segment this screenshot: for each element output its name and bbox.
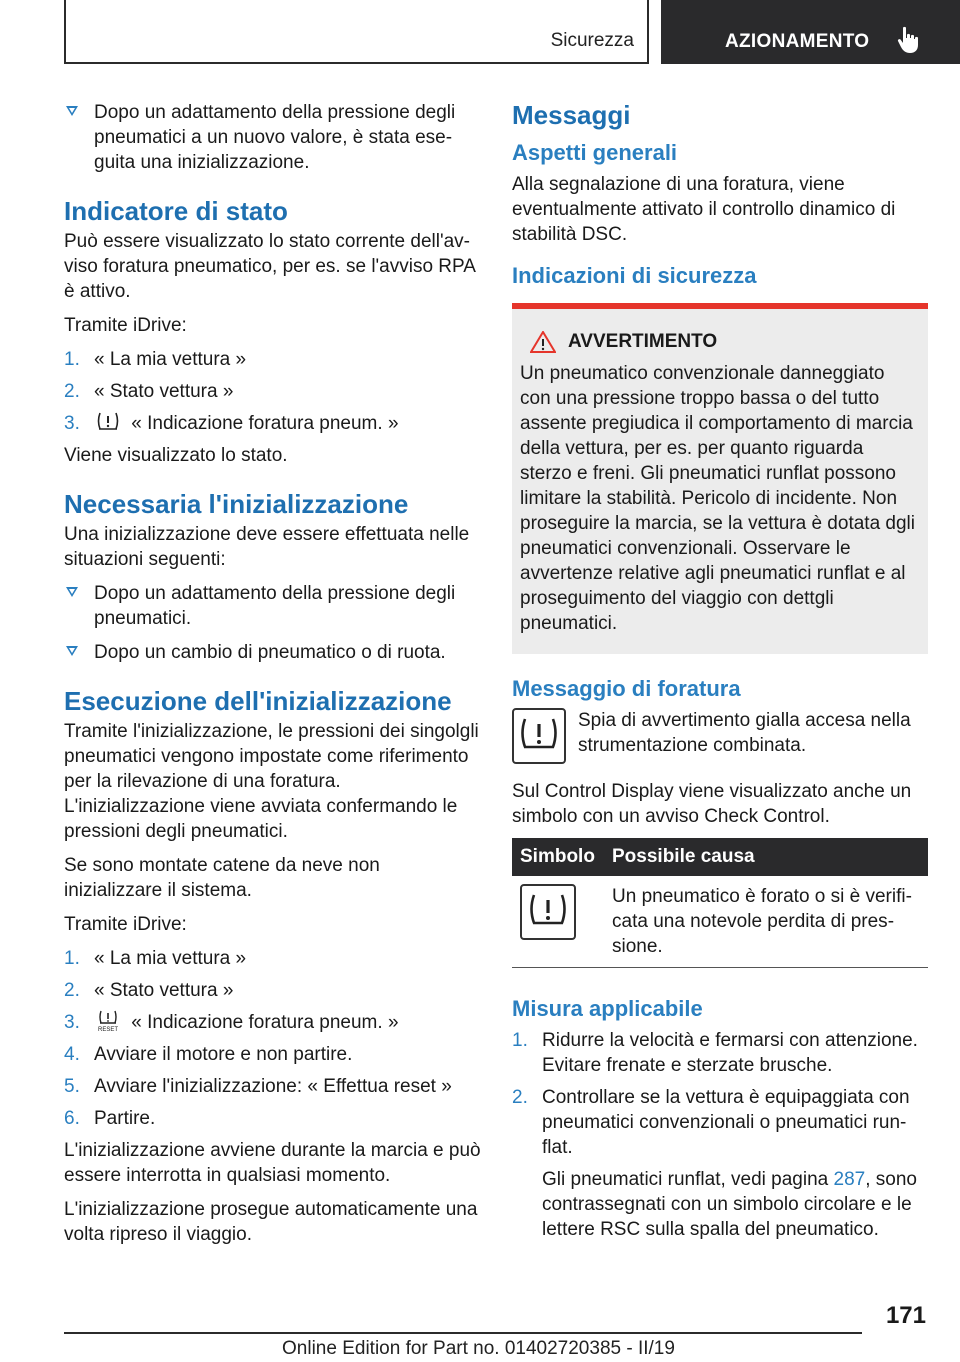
status-step: 2. « Stato vettura » [64, 381, 234, 402]
warning-title: AVVERTIMENTO [520, 331, 920, 353]
table-cause-cell: Un pneumatico è forato o si è verificata una notevole perdita di pressione. [604, 876, 928, 968]
footer-edition: Online Edition for Part no. 01402720385 - II/19 [282, 1338, 675, 1359]
intro-bullet: Dopo un adattamento della pressione degli pneumatici a un nuovo valore, è stata eseguita una inizializzazione. [64, 100, 482, 175]
status-step: 1. « La mia vettura » [64, 349, 247, 370]
needed-heading: Necessaria l'inizializzazione [64, 489, 409, 519]
exec-step: 3. RESET « Indicazione foratura pneum. » [64, 1012, 399, 1033]
symbol-table [512, 838, 928, 968]
header-chapter: AZIONAMENTO [725, 31, 870, 52]
exec-step: 5. Avviare l'inizializzazione: « Effettua reset » [64, 1076, 452, 1097]
page-number: 171 [885, 1302, 926, 1329]
table-symbol-cell [512, 876, 604, 968]
exec-step: 2. « Stato vettura » [64, 980, 234, 1001]
tire-warning-icon [96, 411, 120, 433]
exec-text1: Tramite l'inizializzazione, le pressioni dei singolgli pneumatici vengono impostate come riferimento per la rilevazione di una foratura. L'inizializzazione viene avviata confermando le pressioni degli pneumatici. [64, 721, 479, 842]
exec-text2: Se sono montate catene da neve non inizializzare il sistema. [64, 855, 380, 901]
needed-bullet: Dopo un adattamento della pressione degli pneumatici. [64, 581, 482, 631]
status-result: Viene visualizzato lo stato. [64, 445, 288, 466]
runflat-text: Gli pneumatici runflat, vedi pagina 287, sono contrassegnati con un simbolo circolare e le lettere RSC sulla spalla del pneumatico. [542, 1169, 917, 1240]
warning-triangle-icon [530, 331, 556, 353]
bullet-triangle-icon [66, 106, 78, 116]
bullet-triangle-icon [66, 646, 78, 656]
status-via: Tramite iDrive: [64, 315, 187, 336]
measure-step: 2. Controllare se la vettura è equipaggiata con pneumatici convenzionali o pneumatici runflat. [512, 1087, 910, 1158]
tire-warning-light-icon [512, 708, 566, 764]
exec-via: Tramite iDrive: [64, 914, 187, 935]
exec-text3: L'inizializzazione avviene durante la marcia e può essere interrotta in qualsiasi momento. [64, 1140, 481, 1186]
right-column [512, 100, 928, 1251]
warning-body: Un pneumatico convenzionale danneggiato con una pressione troppo bassa o del tutto assente pregiudica il comportamento di marcia della vettura, per es. per quanto riguarda sterzo e freni. Gli pneumatici runflat possono limitare la stabilità. Pericolo di incidente. Non proseguire la marcia, se la vettura è dotata dgli pneumatici convenzionali. Osservare le avvertenze relative agli pneumatici runflat e al proseguimento del viaggio con dettgli pneumatici. [520, 363, 915, 634]
tire-reset-icon [96, 1010, 120, 1032]
table-header-cause: Possibile causa [604, 838, 928, 876]
page-link-287[interactable]: 287 [833, 1169, 866, 1190]
messages-heading: Messaggi [512, 100, 631, 130]
puncture-text: Spia di avvertimento gialla accesa nella strumentazione combinata. [578, 710, 911, 756]
exec-step: 1. « La mia vettura » [64, 948, 247, 969]
header-section: Sicurezza [550, 30, 634, 51]
header-chapter-tab [661, 0, 960, 64]
status-step: 3. « Indicazione foratura pneum. » [64, 413, 399, 434]
measure-step: 1. Ridurre la velocità e fermarsi con attenzione. Evitare frenate e sterzate brusche. [512, 1030, 918, 1076]
table-header-symbol: Simbolo [512, 838, 604, 876]
general-text: Alla segnalazione di una foratura, viene eventualmente attivato il controllo dinamico di stabilità DSC. [512, 174, 896, 245]
exec-text4: L'inizializzazione prosegue automaticamente una volta ripreso il viaggio. [64, 1199, 478, 1245]
exec-heading: Esecuzione dell'inizializzazione [64, 686, 452, 716]
bullet-triangle-icon [66, 587, 78, 597]
general-heading: Aspetti generali [512, 140, 678, 165]
table-row [512, 876, 928, 968]
tire-warning-symbol-icon [520, 884, 576, 940]
puncture-heading: Messaggio di foratura [512, 676, 741, 701]
svg-text:RESET: RESET [97, 1027, 119, 1032]
safety-heading: Indicazioni di sicurezza [512, 263, 757, 288]
puncture-indicator [512, 708, 928, 767]
pointing-hand-icon [897, 26, 921, 54]
footer-divider [64, 1332, 862, 1334]
warning-box [512, 303, 928, 654]
exec-step: 6. Partire. [64, 1108, 156, 1129]
needed-text: Una inizializzazione deve essere effettuata nelle situazioni seguenti: [64, 524, 470, 570]
status-text: Può essere visualizzato lo stato corrente dell'avviso foratura pneumatico, per es. se l'avviso RPA è attivo. [64, 231, 475, 302]
exec-step: 4. Avviare il motore e non partire. [64, 1044, 353, 1065]
measure-heading: Misura applicabile [512, 996, 703, 1021]
display-text: Sul Control Display viene visualizzato anche un simbolo con un avviso Check Control. [512, 781, 912, 827]
status-heading: Indicatore di stato [64, 196, 288, 226]
needed-bullet: Dopo un cambio di pneumatico o di ruota. [64, 640, 482, 665]
left-column [64, 100, 482, 1256]
